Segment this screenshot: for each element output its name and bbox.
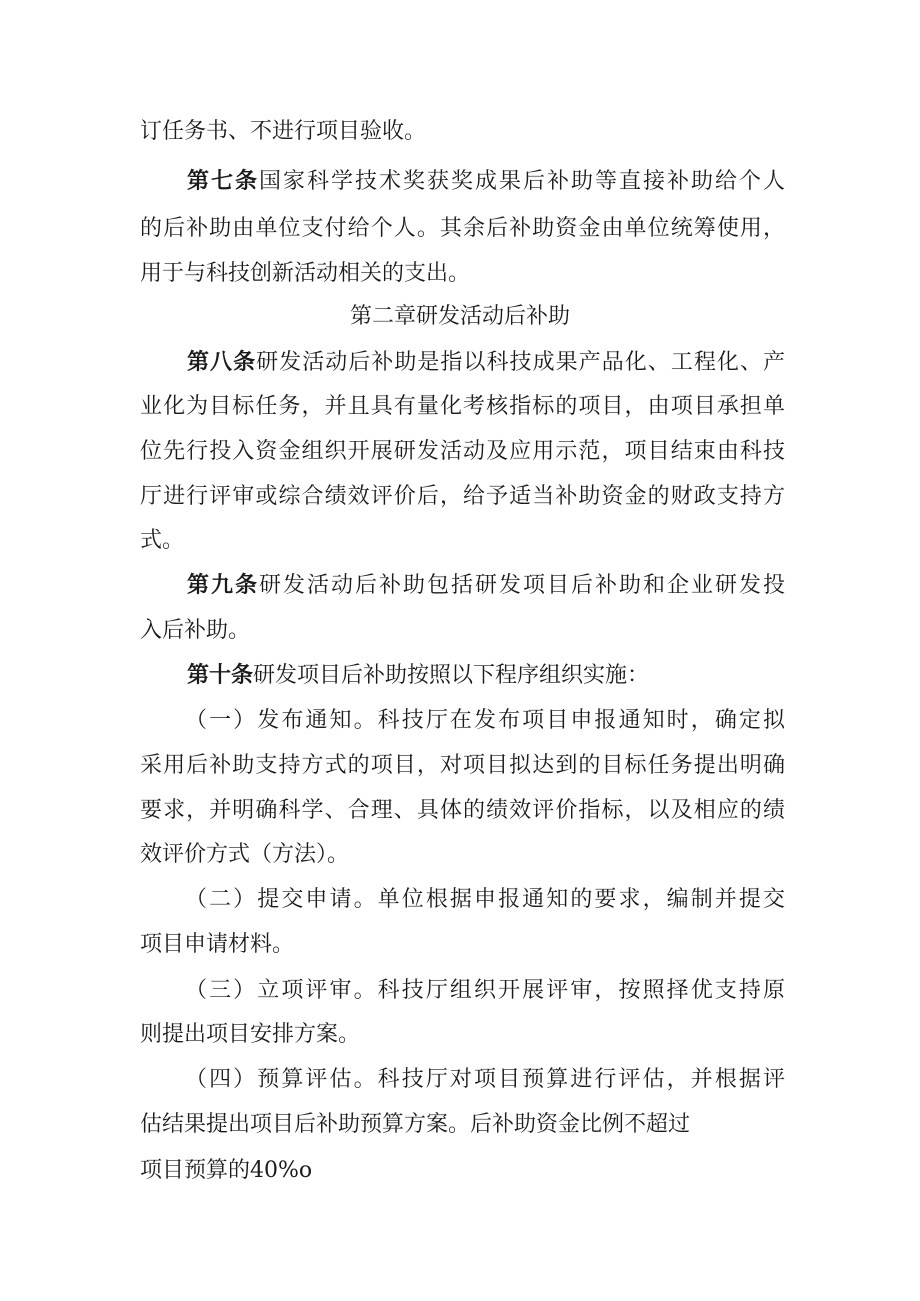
text-line: 的后补助由单位支付给个人。其余后补助资金由单位统筹使用， bbox=[140, 216, 785, 241]
text-line: （二）提交申请。单位根据申报通知的要求，编制并提交 bbox=[185, 887, 785, 912]
text-span: 研发活动后补助包括研发项目后补助和企业研发投 bbox=[259, 573, 785, 598]
text-span: 国家科学技术奖获奖成果后补助等直接补助给个人 bbox=[259, 169, 785, 194]
text-line: 订任务书、不进行项目验收。 bbox=[140, 119, 427, 144]
text-line: 厅进行评审或综合绩效评价后，给予适当补助资金的财政支持方 bbox=[140, 484, 785, 509]
text-line: （一）发布通知。科技厅在发布项目申报通知时，确定拟 bbox=[185, 708, 785, 733]
article-9-line bbox=[187, 571, 785, 601]
text-line: 业化为目标任务，并且具有量化考核指标的项目，由项目承担单 bbox=[140, 394, 785, 419]
text-line: 估结果提出项目后补助预算方案。后补助资金比例不超过 bbox=[140, 1112, 691, 1137]
text-line: 则提出项目安排方案。 bbox=[140, 1022, 361, 1047]
article-10-heading: 第十条 bbox=[187, 663, 254, 688]
text-line: 用于与科技创新活动相关的支出。 bbox=[140, 261, 471, 286]
text-line: 位先行投入资金组织开展研发活动及应用示范，项目结束由科技 bbox=[140, 439, 785, 464]
article-8-line bbox=[187, 348, 785, 378]
chapter-title: 第二章研发活动后补助 bbox=[349, 304, 570, 329]
text-line: 项目申请材料。 bbox=[140, 932, 295, 957]
article-7-heading: 第七条 bbox=[187, 169, 259, 194]
text-line: 式。 bbox=[140, 528, 185, 553]
text-line: （四）预算评估。科技厅对项目预算进行评估，并根据评 bbox=[185, 1067, 785, 1092]
text-line: 效评价方式（方法）。 bbox=[140, 842, 350, 867]
text-span: 研发项目后补助按照以下程序组织实施： bbox=[253, 663, 650, 688]
text-line: 入后补助。 bbox=[140, 618, 251, 643]
article-9-heading: 第九条 bbox=[187, 573, 259, 598]
text-line: 项目预算的40%o bbox=[140, 1158, 313, 1183]
text-span: 研发活动后补助是指以科技成果产品化、工程化、产 bbox=[256, 350, 785, 375]
article-10-line bbox=[187, 661, 785, 691]
text-line: 采用后补助支持方式的项目，对项目拟达到的目标任务提出明确 bbox=[140, 753, 785, 778]
text-line: 要求，并明确科学、合理、具体的绩效评价指标，以及相应的绩 bbox=[140, 798, 785, 823]
article-8-heading: 第八条 bbox=[187, 350, 257, 375]
text-line: （三）立项评审。科技厅组织开展评审，按照择优支持原 bbox=[185, 978, 785, 1003]
article-7-line bbox=[187, 167, 785, 197]
